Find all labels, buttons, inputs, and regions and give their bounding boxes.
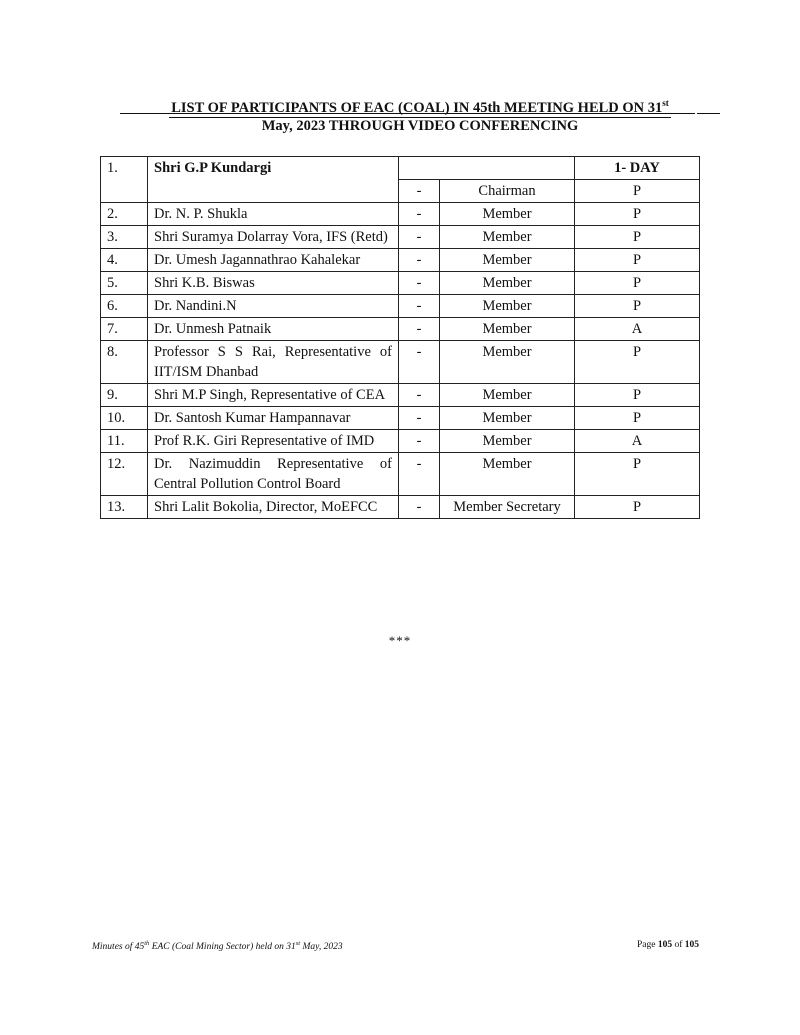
dash-cell: - (399, 384, 440, 407)
attendance-status: A (575, 318, 700, 341)
role-cell: Member (440, 384, 575, 407)
table-row (101, 407, 700, 430)
participant-name: Dr. Umesh Jagannathrao Kahalekar (148, 249, 399, 272)
title-main-text: LIST OF PARTICIPANTS OF EAC (COAL) IN 45th MEETING HELD ON 31 (171, 99, 663, 116)
role-cell: Member (440, 407, 575, 430)
title-underline-tail (697, 113, 720, 114)
participant-name: Dr. Nandini.N (148, 295, 399, 318)
table-row (101, 203, 700, 226)
dash-cell: - (399, 249, 440, 272)
role-cell: Chairman (440, 180, 575, 203)
page-number (637, 940, 699, 950)
serial-number: 9. (101, 384, 148, 407)
attendance-status: P (575, 295, 700, 318)
footer-text-a: Minutes of 45 (92, 942, 145, 953)
title-line-2: May, 2023 THROUGH VIDEO CONFERENCING (261, 117, 579, 134)
serial-number: 11. (101, 430, 148, 453)
dash-cell: - (399, 203, 440, 226)
table-row (101, 341, 700, 384)
dash-cell: - (399, 226, 440, 249)
page-current: 105 (657, 940, 673, 950)
participant-name: Shri Lalit Bokolia, Director, MoEFCC (148, 496, 399, 519)
serial-number: 7. (101, 318, 148, 341)
dash-cell: - (399, 341, 440, 384)
page-of: of (672, 940, 685, 950)
role-cell: Member (440, 430, 575, 453)
serial-number: 5. (101, 272, 148, 295)
serial-number: 1. (101, 157, 148, 203)
page-label: Page (637, 940, 658, 950)
document-title (120, 95, 720, 135)
participant-name: Shri Suramya Dolarray Vora, IFS (Retd) (148, 226, 399, 249)
dash-cell: - (399, 407, 440, 430)
table-row (101, 295, 700, 318)
participant-name: Shri K.B. Biswas (148, 272, 399, 295)
table-row (101, 496, 700, 519)
role-cell: Member (440, 341, 575, 384)
serial-number: 8. (101, 341, 148, 384)
footer-caption (92, 940, 343, 952)
attendance-status: P (575, 407, 700, 430)
serial-number: 3. (101, 226, 148, 249)
participant-name: Dr. Unmesh Patnaik (148, 318, 399, 341)
dash-cell: - (399, 318, 440, 341)
attendance-status: P (575, 453, 700, 496)
attendance-status: P (575, 341, 700, 384)
dash-cell: - (399, 453, 440, 496)
dash-cell: - (399, 430, 440, 453)
table-row-chairman-name (101, 157, 700, 180)
attendance-status: P (575, 180, 700, 203)
dash-cell: - (399, 180, 440, 203)
attendance-status: A (575, 430, 700, 453)
serial-number: 6. (101, 295, 148, 318)
table-row (101, 272, 700, 295)
attendance-status: P (575, 272, 700, 295)
participant-name: Dr. N. P. Shukla (148, 203, 399, 226)
title-underline (120, 113, 695, 114)
role-cell: Member (440, 226, 575, 249)
dash-cell: - (399, 272, 440, 295)
attendance-status: P (575, 384, 700, 407)
participant-name: Shri M.P Singh, Representative of CEA (148, 384, 399, 407)
dash-cell: - (399, 295, 440, 318)
role-cell: Member (440, 453, 575, 496)
title-superscript: st (662, 98, 669, 108)
table-row (101, 430, 700, 453)
table-row (101, 318, 700, 341)
role-cell: Member Secretary (440, 496, 575, 519)
section-separator: *** (388, 633, 412, 648)
footer-text-b: EAC (Coal Mining Sector) held on 31 (149, 942, 296, 953)
role-cell: Member (440, 295, 575, 318)
role-cell: Member (440, 272, 575, 295)
attendance-status: P (575, 249, 700, 272)
table-row (101, 226, 700, 249)
participant-name: Dr. Nazimuddin Representative of Central Pollution Control Board (148, 453, 399, 496)
footer-sup-1: th (144, 940, 150, 947)
attendance-status: P (575, 203, 700, 226)
footer-sup-2: st (295, 940, 301, 947)
role-cell: Member (440, 249, 575, 272)
serial-number: 13. (101, 496, 148, 519)
serial-number: 10. (101, 407, 148, 430)
footer-text-c: May, 2023 (300, 942, 343, 953)
serial-number: 12. (101, 453, 148, 496)
participant-name: Dr. Santosh Kumar Hampannavar (148, 407, 399, 430)
dash-cell: - (399, 496, 440, 519)
role-cell: Member (440, 318, 575, 341)
role-cell: Member (440, 203, 575, 226)
title-line-1 (169, 95, 671, 118)
table-row (101, 453, 700, 496)
participant-name: Prof R.K. Giri Representative of IMD (148, 430, 399, 453)
serial-number: 2. (101, 203, 148, 226)
serial-number: 4. (101, 249, 148, 272)
attendance-status: P (575, 226, 700, 249)
day-column-header: 1- DAY (575, 157, 700, 180)
participant-name: Shri G.P Kundargi (148, 157, 399, 203)
table-row (101, 249, 700, 272)
empty-header-cell (399, 157, 575, 180)
participants-table (100, 156, 700, 519)
attendance-status: P (575, 496, 700, 519)
table-row (101, 384, 700, 407)
participant-name: Professor S S Rai, Representative of IIT/ISM Dhanbad (148, 341, 399, 384)
page-total: 105 (684, 940, 700, 950)
